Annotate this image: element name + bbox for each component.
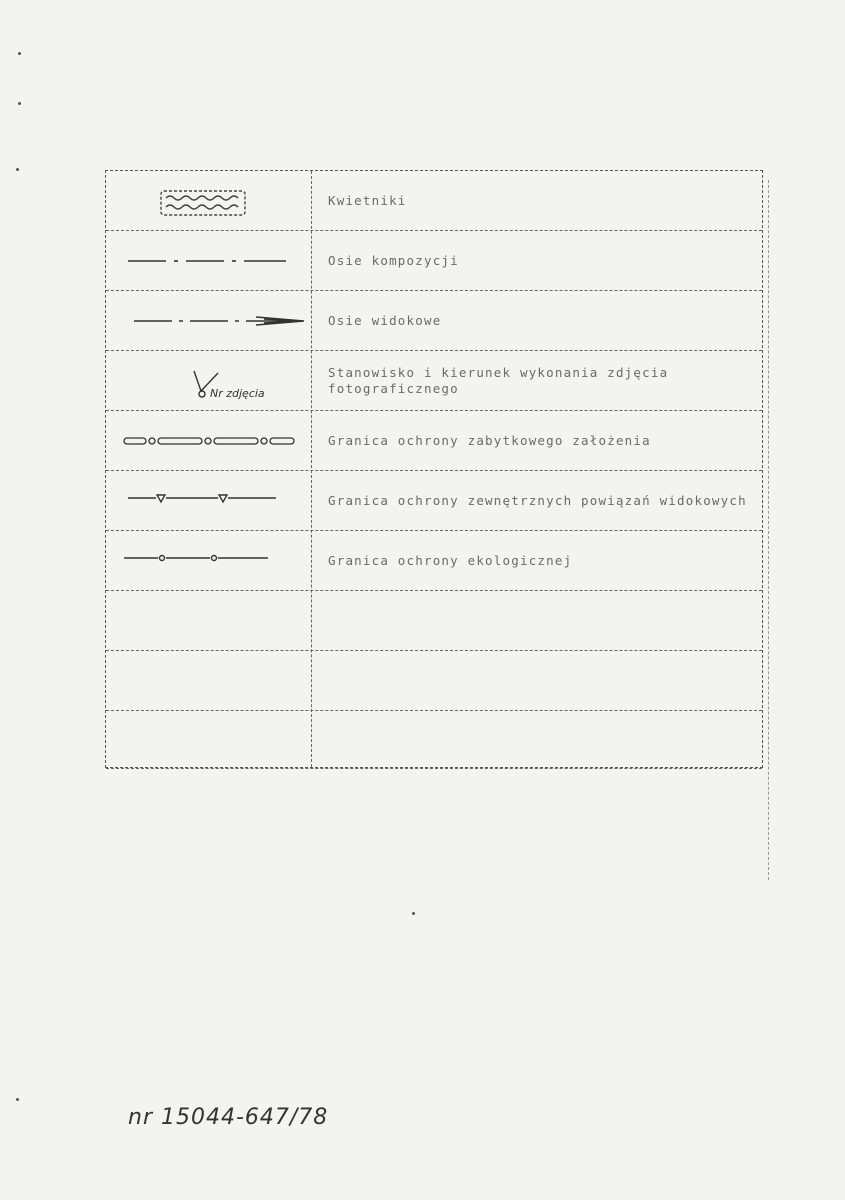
scan-speck: [18, 52, 21, 55]
archive-note: nr 15044-647/78: [128, 1105, 329, 1130]
legend-row: [106, 351, 762, 411]
legend-description: [328, 711, 752, 768]
legend-description: Kwietniki: [328, 192, 407, 208]
legend-row: [106, 471, 762, 531]
legend-description: Granica ochrony zewnętrznych powiązań widokowych: [328, 492, 747, 508]
legend-table: [105, 170, 763, 768]
legend-description: Osie kompozycji: [328, 252, 459, 268]
page-edge-dash: [768, 180, 769, 880]
legend-description: [328, 591, 752, 650]
view-boundary-symbol: [106, 471, 311, 530]
legend-row: [106, 411, 762, 471]
legend-row: [106, 291, 762, 351]
photo-number-label: Nr zdjęcia: [210, 387, 265, 400]
column-divider: [311, 171, 312, 767]
legend-row: [106, 711, 762, 769]
legend-row: [106, 531, 762, 591]
legend-description: Osie widokowe: [328, 312, 442, 328]
composition-axis-symbol: [106, 231, 311, 290]
flower-bed-symbol: [106, 171, 311, 230]
legend-description: Stanowisko i kierunek wykonania zdjęcia fotograficznego: [328, 364, 669, 396]
photo-station-symbol: [106, 351, 311, 410]
view-axis-symbol: [106, 291, 311, 350]
scan-speck: [18, 102, 21, 105]
ecology-boundary-symbol: [106, 531, 311, 590]
scan-speck: [16, 168, 19, 171]
legend-row: [106, 231, 762, 291]
scan-speck: [412, 912, 415, 915]
legend-description: [328, 651, 752, 710]
monument-boundary-symbol: [106, 411, 311, 470]
legend-description: Granica ochrony zabytkowego założenia: [328, 432, 651, 448]
legend-row: [106, 171, 762, 231]
legend-row: [106, 591, 762, 651]
legend-description: Granica ochrony ekologicznej: [328, 552, 573, 568]
legend-row: [106, 651, 762, 711]
scan-speck: [16, 1098, 19, 1101]
